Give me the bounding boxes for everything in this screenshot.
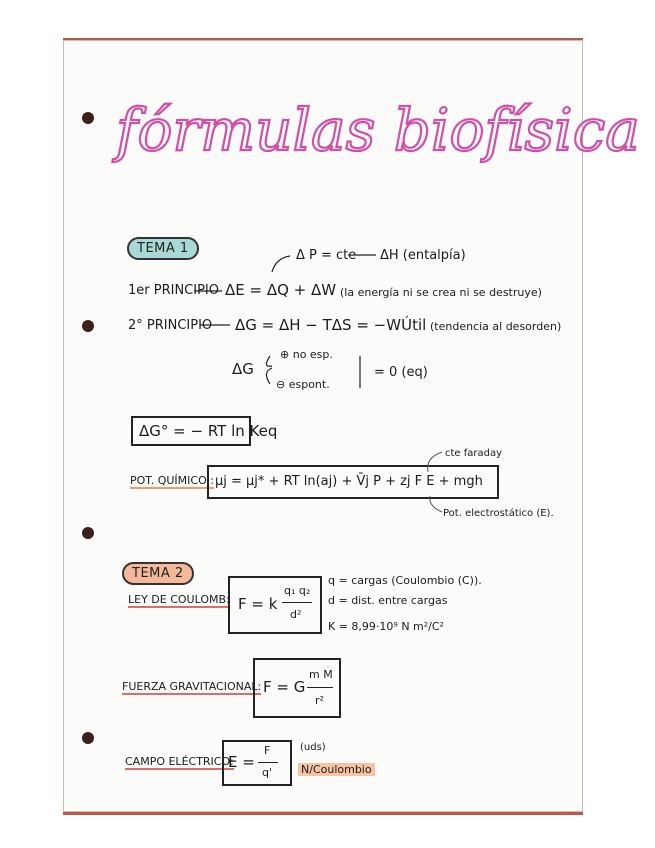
ap-note: Δ P = cte (296, 248, 357, 263)
coulomb-box (228, 576, 322, 634)
electric-field-box (222, 740, 292, 786)
coulomb-equation-left: F = k (238, 595, 278, 613)
delta-g-positive-text: no esp. (292, 348, 333, 361)
ap-result: ΔH (entalpía) (380, 248, 466, 263)
binder-hole (82, 527, 94, 539)
delta-g-equilibrium: = 0 (eq) (374, 365, 428, 380)
chemical-potential-equation: μj = μj* + RT ln(aj) + V̄j P + zj F E + mgh (215, 474, 483, 489)
coulomb-k-note: K = 8,99·10⁹ N m²/C² (328, 620, 444, 633)
delta-g-negative-text: espont. (288, 378, 330, 391)
gravity-label: FUERZA GRAVITACIONAL: (122, 680, 262, 693)
binder-hole (82, 732, 94, 744)
gravity-equation-left: F = G (263, 678, 306, 696)
gravity-fraction-bar (307, 687, 333, 688)
electric-field-numerator: F (264, 744, 271, 757)
binder-hole (82, 112, 94, 124)
electric-field-fraction-bar (258, 762, 278, 763)
gravity-numerator: m M (309, 668, 333, 681)
coulomb-label: LEY DE COULOMB: (128, 593, 230, 606)
electric-field-units: N/Coulombio (298, 763, 375, 776)
coulomb-fraction-bar (282, 602, 312, 603)
coulomb-denominator: d² (290, 608, 302, 621)
electric-field-equation-left: E = (228, 753, 255, 771)
binder-hole (82, 320, 94, 332)
second-principle-label: 2° PRINCIPIO (128, 318, 213, 333)
first-principle-equation: ΔE = ΔQ + ΔW (225, 281, 337, 299)
electrostatic-note: Pot. electrostático (E). (443, 508, 554, 519)
chemical-potential-box (207, 465, 499, 499)
delta-g-negative: ⊖ espont. (276, 378, 330, 391)
coulomb-d-note: d = dist. entre cargas (328, 594, 448, 607)
tema1-tag: TEMA 1 (127, 237, 199, 260)
first-principle-label: 1er PRINCIPIO (128, 283, 219, 298)
electric-field-units-label: (uds) (300, 742, 326, 753)
gravity-box (253, 658, 341, 718)
tema2-tag: TEMA 2 (122, 562, 194, 585)
coulomb-numerator: q₁ q₂ (284, 584, 311, 597)
delta-g0-equation: ΔG° = − RT ln Keq (139, 422, 278, 440)
gravity-denominator: r² (315, 694, 324, 707)
second-principle-equation: ΔG = ΔH − TΔS = −WÚtil (235, 316, 427, 334)
chemical-potential-label: POT. QUÍMICO : (130, 474, 214, 487)
page-title (110, 80, 640, 190)
page-title-text: fórmulas biofísica (116, 96, 640, 164)
coulomb-q-note: q = cargas (Coulombio (C)). (328, 574, 482, 587)
delta-g-label: ΔG (232, 360, 254, 378)
first-principle-note: (la energía ni se crea ni se destruye) (340, 286, 542, 299)
faraday-note: cte faraday (445, 448, 503, 459)
delta-g0-box (131, 416, 278, 446)
electric-field-denominator: q' (262, 766, 273, 779)
delta-g-positive: ⊕ no esp. (280, 348, 333, 361)
electric-field-label: CAMPO ELÉCTRICO: (125, 755, 234, 768)
second-principle-note: (tendencia al desorden) (430, 320, 562, 333)
